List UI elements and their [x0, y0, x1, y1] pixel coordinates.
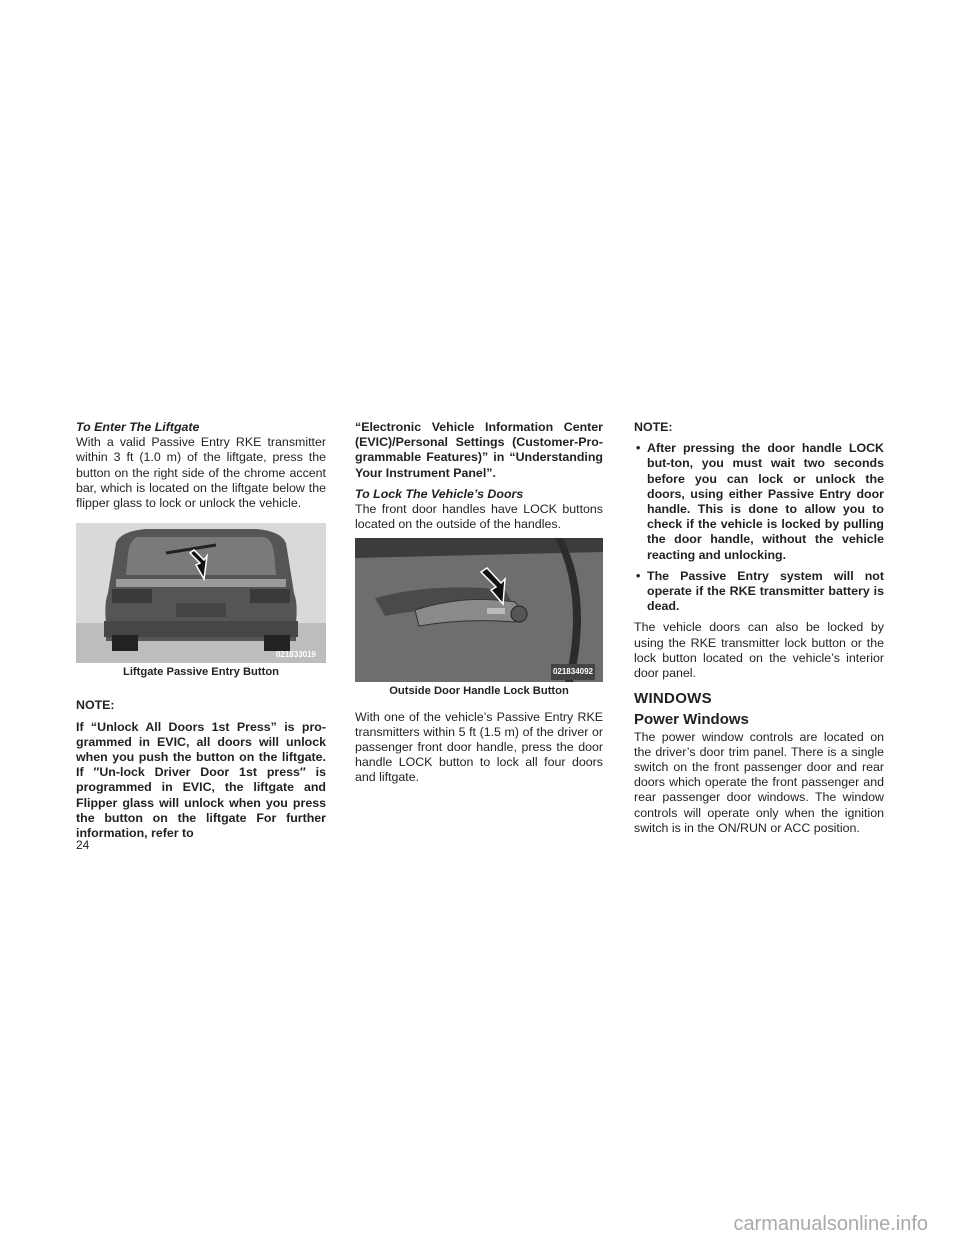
col2-continued-reference: “Electronic Vehicle Information Center (EVIC)/Personal Settings (Customer-Pro-grammable Features)” in “Understanding Your Instrument Panel”. — [355, 420, 603, 480]
note-bullet-item: • After pressing the door handle LOCK but-ton, you must wait two seconds before you can lock or unlock the doors, using either Passive Entry door handle. This is done to allow you to check if the vehicle is locked by pulling the door handle, without the vehicle reacting and unlocking. — [634, 441, 884, 563]
power-windows-heading: Power Windows — [634, 711, 749, 729]
column-3 — [634, 420, 884, 842]
liftgate-paragraph: With a valid Passive Entry RKE transmitter within 3 ft (1.0 m) of the liftgate, press the button on the right side of the chrome accent bar, which is located on the liftgate below the flipper glass to lock or unlock the vehicle. — [76, 435, 326, 511]
page-number: 24 — [76, 838, 90, 852]
windows-section-heading: WINDOWS — [634, 690, 712, 708]
lock-doors-paragraph: The front door handles have LOCK buttons located on the outside of the handles. — [355, 502, 603, 532]
liftgate-heading: To Enter The Liftgate — [76, 420, 200, 434]
lock-doors-heading: To Lock The Vehicle’s Doors — [355, 486, 524, 501]
column-1 — [76, 420, 326, 847]
door-handle-figure — [355, 538, 603, 682]
door-handle-figure-caption: Outside Door Handle Lock Button — [389, 685, 569, 698]
col3-paragraph: The vehicle doors can also be locked by using the RKE transmitter lock button or the lock button located on the vehicle’s interior door panel. — [634, 620, 884, 681]
liftgate-figure-code: 021833019 — [275, 650, 316, 660]
col1-note-heading: NOTE: — [76, 698, 115, 713]
lock-doors-paragraph-2: With one of the vehicle’s Passive Entry RKE transmitters within 5 ft (1.5 m) of the driver or passenger front door handle, press the door handle LOCK button to lock all four doors and liftgate. — [355, 709, 603, 785]
liftgate-image — [76, 523, 326, 663]
door-handle-image — [355, 538, 603, 682]
power-windows-paragraph: The power window controls are located on the driver’s door trim panel. There is a single switch on the front passenger door and rear doors which operate the front passenger and rear passenger door windows. The window controls will operate only when the ignition switch is in the ON/RUN or ACC position. — [634, 729, 884, 835]
watermark-logo: carmanualsonline.info — [733, 1213, 928, 1235]
liftgate-figure-caption: Liftgate Passive Entry Button — [122, 666, 280, 679]
column-2 — [355, 420, 603, 792]
note-bullet-item: • The Passive Entry system will not operate if the RKE transmitter battery is dead. — [634, 569, 884, 615]
door-handle-figure-code: 021834092 — [551, 664, 595, 679]
note-bullet-list — [634, 441, 884, 614]
liftgate-figure — [76, 523, 326, 663]
col1-note-text: If “Unlock All Doors 1st Press” is pro-grammed in EVIC, all doors will unlock when you push the button on the liftgate. If ″Un-lock Driver Door 1st press″ is programmed in EVIC, the liftgate and Flipper glass will unlock when you press the button on the liftgate For further information, refer to — [76, 719, 326, 841]
col3-note-heading: NOTE: — [634, 420, 673, 434]
